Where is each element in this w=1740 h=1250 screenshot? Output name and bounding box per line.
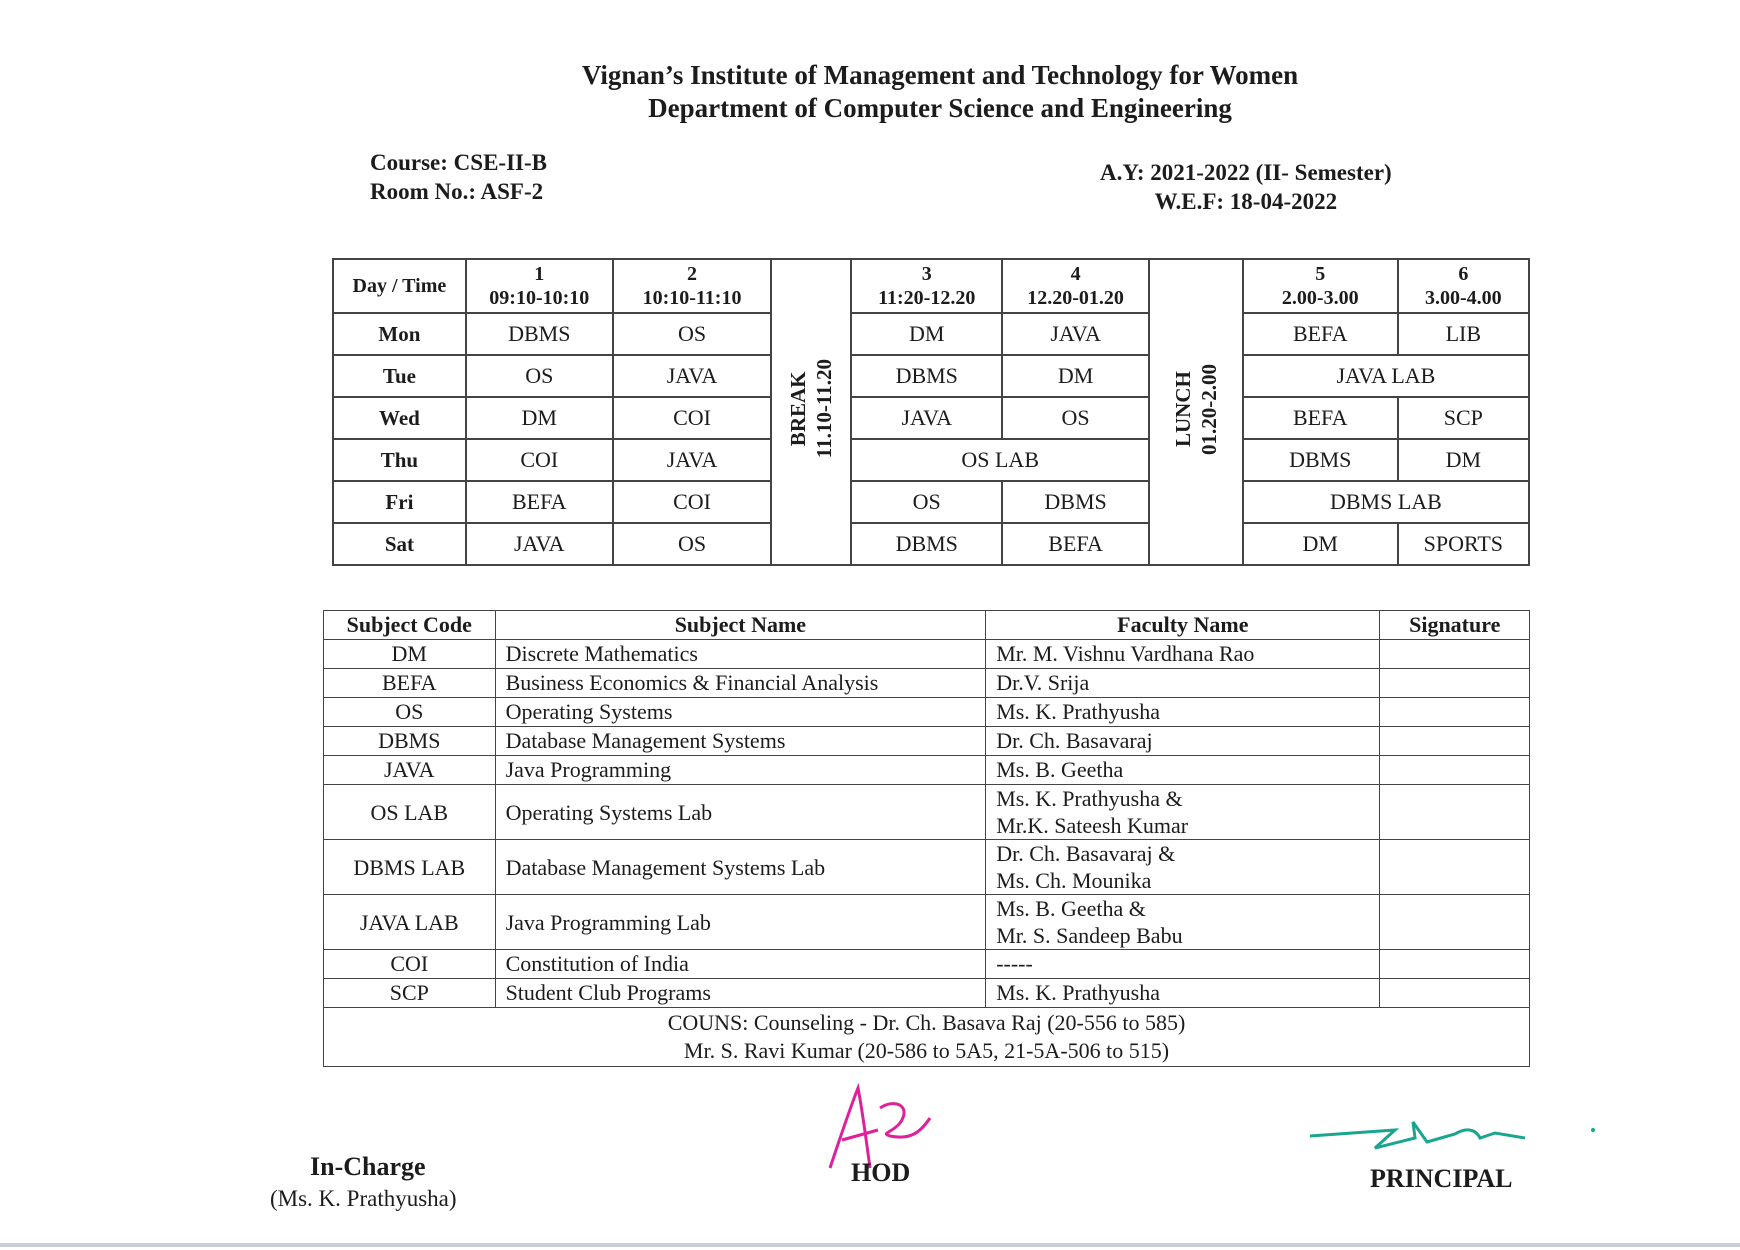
slot-cell: COI [613, 397, 772, 439]
subject-row [324, 756, 1530, 785]
subject-code: COI [324, 950, 496, 979]
slot-cell: JAVA [1002, 313, 1149, 355]
subject-code: OS LAB [324, 785, 496, 840]
day-row-sat [333, 523, 1529, 565]
incharge-label: In-Charge [310, 1152, 426, 1181]
signature-cell [1380, 785, 1530, 840]
slot-cell: DM [851, 313, 1002, 355]
day-label: Thu [333, 439, 466, 481]
slot-cell: SPORTS [1398, 523, 1529, 565]
slot-cell: OS [851, 481, 1002, 523]
day-label: Fri [333, 481, 466, 523]
subject-name: Student Club Programs [495, 979, 986, 1008]
day-label: Sat [333, 523, 466, 565]
subject-row [324, 785, 1530, 840]
wef-label: W.E.F: 18-04-2022 [1154, 189, 1338, 214]
day-row-thu [333, 439, 1529, 481]
subject-code: DBMS [324, 727, 496, 756]
subject-name: Discrete Mathematics [495, 640, 986, 669]
slot-cell: DM [466, 397, 613, 439]
period-header-4: 4 12.20-01.20 [1002, 259, 1149, 313]
subject-row [324, 895, 1530, 950]
subject-code: DM [324, 640, 496, 669]
slot-cell: JAVA [613, 355, 772, 397]
slot-cell: DM [1002, 355, 1149, 397]
scan-edge [0, 1243, 1740, 1247]
lunch-label: LUNCH [1170, 371, 1195, 447]
slot-cell: BEFA [1243, 313, 1398, 355]
period-header-5: 5 2.00-3.00 [1243, 259, 1398, 313]
counseling-row [324, 1008, 1530, 1067]
subject-row [324, 640, 1530, 669]
subject-row [324, 950, 1530, 979]
signature-cell [1380, 698, 1530, 727]
subject-row [324, 840, 1530, 895]
course-label: Course: CSE-II-B [370, 150, 547, 175]
course-info [370, 148, 547, 206]
subject-name: Operating Systems Lab [495, 785, 986, 840]
day-row-mon [333, 313, 1529, 355]
subject-name: Constitution of India [495, 950, 986, 979]
institute-title: Vignan’s Institute of Management and Technology for Women [581, 60, 1299, 90]
day-label: Wed [333, 397, 466, 439]
signature-cell [1380, 669, 1530, 698]
signature-cell [1380, 727, 1530, 756]
room-label: Room No.: ASF-2 [370, 179, 544, 204]
subject-name-header: Subject Name [495, 611, 986, 640]
faculty-name: Dr. Ch. Basavaraj [986, 727, 1380, 756]
faculty-name: Ms. K. Prathyusha & Mr.K. Sateesh Kumar [986, 785, 1380, 840]
year-info [1100, 158, 1392, 216]
subject-row [324, 669, 1530, 698]
subject-row [324, 727, 1530, 756]
day-row-wed [333, 397, 1529, 439]
slot-cell: BEFA [1002, 523, 1149, 565]
break-column [771, 259, 851, 565]
counseling-note: COUNS: Counseling - Dr. Ch. Basava Raj (20-556 to 585) Mr. S. Ravi Kumar (20-586 to 5A5, 21-5A-506 to 515) [324, 1008, 1530, 1067]
signature-cell [1380, 950, 1530, 979]
subject-name: Database Management Systems [495, 727, 986, 756]
faculty-name: Mr. M. Vishnu Vardhana Rao [986, 640, 1380, 669]
slot-cell: COI [613, 481, 772, 523]
signature-header: Signature [1380, 611, 1530, 640]
lab-slot-cell: DBMS LAB [1243, 481, 1529, 523]
faculty-name: Ms. B. Geetha [986, 756, 1380, 785]
period-header-6: 6 3.00-4.00 [1398, 259, 1529, 313]
period-header-2: 2 10:10-11:10 [613, 259, 772, 313]
signature-cell [1380, 895, 1530, 950]
slot-cell: OS [1002, 397, 1149, 439]
subject-code: OS [324, 698, 496, 727]
faculty-name: Ms. K. Prathyusha [986, 979, 1380, 1008]
corner-cell: Day / Time [333, 259, 466, 313]
lunch-column [1149, 259, 1243, 565]
period-header-3: 3 11:20-12.20 [851, 259, 1002, 313]
slot-cell: BEFA [466, 481, 613, 523]
slot-cell: OS [613, 313, 772, 355]
subject-code: JAVA [324, 756, 496, 785]
day-row-tue [333, 355, 1529, 397]
signature-cell [1380, 840, 1530, 895]
slot-cell: JAVA [466, 523, 613, 565]
signature-cell [1380, 756, 1530, 785]
lab-slot-cell: JAVA LAB [1243, 355, 1529, 397]
day-label: Mon [333, 313, 466, 355]
subject-table [323, 610, 1530, 1067]
slot-cell: DBMS [851, 523, 1002, 565]
slot-cell: COI [466, 439, 613, 481]
slot-cell: DBMS [851, 355, 1002, 397]
subject-row [324, 979, 1530, 1008]
department-title: Department of Computer Science and Engineering [648, 93, 1232, 123]
principal-label: PRINCIPAL [1370, 1164, 1513, 1193]
period-header-1: 1 09:10-10:10 [466, 259, 613, 313]
timetable-grid [332, 258, 1530, 566]
slot-cell: DM [1243, 523, 1398, 565]
academic-year-label: A.Y: 2021-2022 (II- Semester) [1100, 160, 1392, 185]
timetable-header-row [333, 259, 1529, 313]
incharge-name: (Ms. K. Prathyusha) [270, 1186, 457, 1211]
faculty-name: Dr. Ch. Basavaraj & Ms. Ch. Mounika [986, 840, 1380, 895]
subject-name: Java Programming Lab [495, 895, 986, 950]
subject-name: Business Economics & Financial Analysis [495, 669, 986, 698]
faculty-name: Ms. K. Prathyusha [986, 698, 1380, 727]
faculty-name: ----- [986, 950, 1380, 979]
subject-name: Java Programming [495, 756, 986, 785]
subject-code: DBMS LAB [324, 840, 496, 895]
slot-cell: JAVA [613, 439, 772, 481]
faculty-name: Ms. B. Geetha & Mr. S. Sandeep Babu [986, 895, 1380, 950]
subject-code: BEFA [324, 669, 496, 698]
slot-cell: OS [613, 523, 772, 565]
slot-cell: DBMS [1002, 481, 1149, 523]
subject-name: Database Management Systems Lab [495, 840, 986, 895]
lunch-time: 01.20-2.00 [1196, 363, 1221, 455]
slot-cell: JAVA [851, 397, 1002, 439]
slot-cell: DM [1398, 439, 1529, 481]
break-time: 11.10-11.20 [812, 359, 837, 459]
subject-header-row [324, 611, 1530, 640]
faculty-name: Dr.V. Srija [986, 669, 1380, 698]
day-label: Tue [333, 355, 466, 397]
principal-signature-icon [1305, 1108, 1605, 1158]
subject-code: JAVA LAB [324, 895, 496, 950]
lab-slot-cell: OS LAB [851, 439, 1149, 481]
day-row-fri [333, 481, 1529, 523]
slot-cell: BEFA [1243, 397, 1398, 439]
break-label: BREAK [786, 371, 811, 447]
slot-cell: LIB [1398, 313, 1529, 355]
subject-code: SCP [324, 979, 496, 1008]
slot-cell: OS [466, 355, 613, 397]
signature-cell [1380, 640, 1530, 669]
slot-cell: DBMS [1243, 439, 1398, 481]
signature-cell [1380, 979, 1530, 1008]
hod-label: HOD [851, 1158, 911, 1187]
slot-cell: DBMS [466, 313, 613, 355]
faculty-name-header: Faculty Name [986, 611, 1380, 640]
slot-cell: SCP [1398, 397, 1529, 439]
subject-row [324, 698, 1530, 727]
subject-name: Operating Systems [495, 698, 986, 727]
subject-code-header: Subject Code [324, 611, 496, 640]
